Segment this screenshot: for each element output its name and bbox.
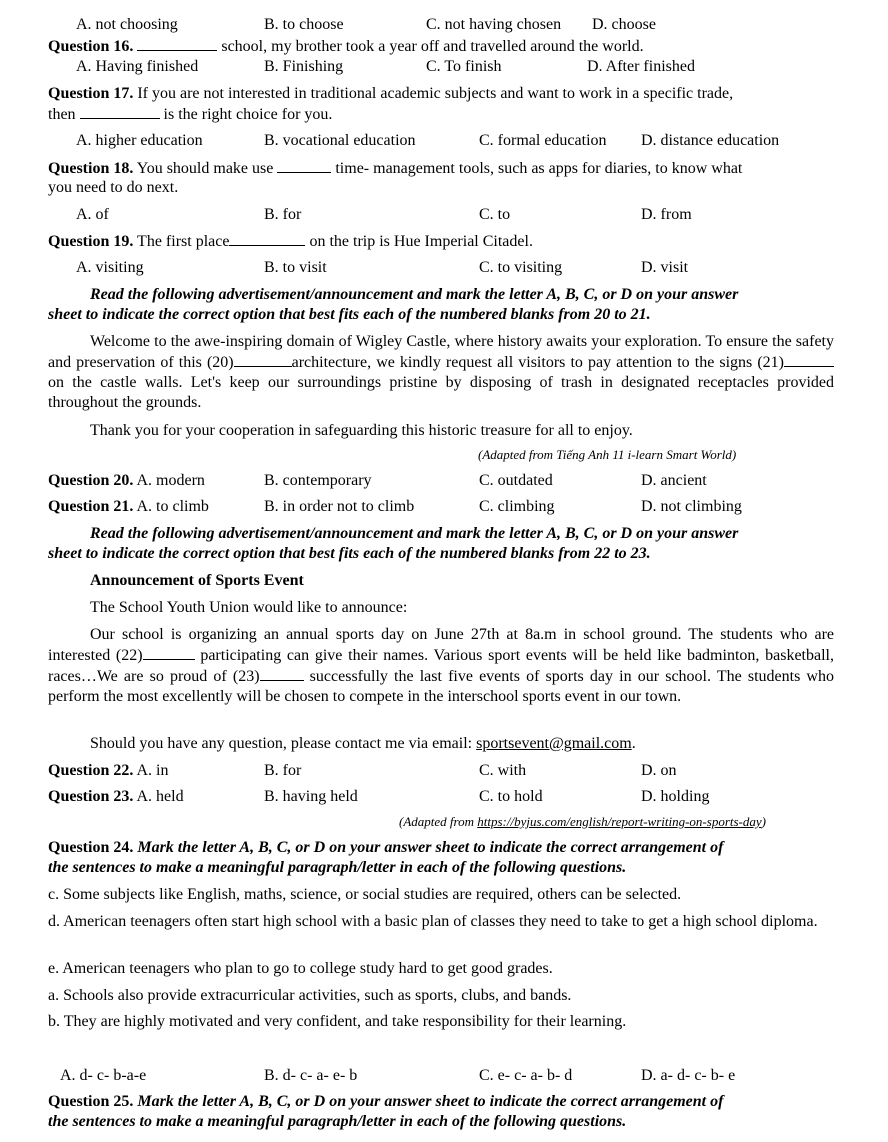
sports-passage-part1: Our school is organizing an annual sports day on June 27th at 8a.m in school ground. The students who are interested (22)	[48, 626, 834, 664]
q18-option-a: A. of	[76, 206, 109, 223]
q19-text-a: The first place	[133, 233, 230, 250]
source-prefix: (Adapted from	[399, 814, 478, 829]
q17-stem-line1	[48, 84, 733, 104]
q17-text-line2a: then	[48, 106, 80, 123]
answer-blank-20	[234, 352, 292, 367]
q22-option-d: D. on	[641, 762, 677, 779]
q18-option-b: B. for	[264, 206, 302, 223]
q24-option-b: B. d- c- a- e- b	[264, 1067, 358, 1084]
q21-row	[48, 497, 209, 517]
announcement-title: Announcement of Sports Event	[90, 572, 304, 589]
contact-line	[90, 734, 636, 754]
q17-option-c: C. formal education	[479, 132, 607, 149]
answer-blank-22	[143, 645, 195, 660]
castle-passage-part2: architecture, we kindly request all visitors to pay attention to the signs (21)	[291, 354, 785, 371]
castle-passage-part3: on the castle walls. Let's keep our surroundings pristine by disposing of trash in designated receptacles provided throughout the grounds.	[48, 374, 834, 411]
q24-option-d: D. a- d- c- b- e	[641, 1067, 736, 1084]
q18-option-c: C. to	[479, 206, 511, 223]
sports-passage-part3: successfully the last five events of sports day in our school. The students who perform the most excellently will be chosen to compete in the interschool sports event in our town.	[48, 668, 834, 705]
announcement-intro: The School Youth Union would like to announce:	[90, 599, 408, 616]
q18-text-line1b: time- management tools, such as apps for diaries, to know what	[331, 160, 743, 177]
q23-option-c: C. to hold	[479, 788, 543, 805]
answer-blank	[229, 231, 305, 246]
q18-label: Question 18.	[48, 160, 134, 177]
q19-label: Question 19.	[48, 233, 134, 250]
q25-label: Question 25.	[48, 1093, 134, 1110]
q23-option-d: D. holding	[641, 788, 710, 805]
q17-option-a: A. higher education	[76, 132, 203, 149]
email-link[interactable]: sportsevent@gmail.com	[476, 735, 632, 752]
q19-option-c: C. to visiting	[479, 259, 563, 276]
q21-option-b: B. in order not to climb	[264, 498, 415, 515]
q24-sentence-e: e. American teenagers who plan to go to college study hard to get good grades.	[48, 960, 553, 977]
castle-passage	[48, 332, 834, 413]
sports-passage	[48, 625, 834, 707]
source-link[interactable]: https://byjus.com/english/report-writing-on-sports-day	[477, 814, 762, 829]
q16-label: Question 16.	[48, 38, 134, 55]
q19-stem	[48, 231, 533, 252]
q20-option-d: D. ancient	[641, 472, 707, 489]
q23-option-a: A. held	[133, 788, 184, 805]
q22-option-c: C. with	[479, 762, 527, 779]
q16-stem	[48, 36, 644, 57]
q25-instruction-line2: the sentences to make a meaningful paragraph/letter in each of the following questions.	[48, 1113, 627, 1130]
answer-blank-21	[784, 352, 834, 367]
q21-option-a: A. to climb	[133, 498, 209, 515]
q22-label: Question 22.	[48, 762, 134, 779]
q21-option-c: C. climbing	[479, 498, 555, 515]
q25-instruction-text1: Mark the letter A, B, C, or D on your answer sheet to indicate the correct arrangement of	[133, 1093, 724, 1110]
instruction-20-21-line2: sheet to indicate the correct option that best fits each of the numbered blanks from 20 to 21.	[48, 306, 651, 323]
q23-option-b: B. having held	[264, 788, 358, 805]
sports-passage-part2: participating can give their names. Various sport events will be held like badminton, basketball, races…We are so proud of (23)	[48, 647, 834, 685]
q16-text: school, my brother took a year off and travelled around the world.	[217, 38, 644, 55]
q16-option-d: D. After finished	[587, 58, 695, 75]
answer-blank	[137, 36, 217, 51]
q17-text-line2b: is the right choice for you.	[159, 106, 333, 123]
q17-label: Question 17.	[48, 85, 134, 102]
q20-option-b: B. contemporary	[264, 472, 372, 489]
source-suffix: )	[761, 814, 766, 829]
q24-sentence-b: b. They are highly motivated and very confident, and take responsibility for their learning.	[48, 1013, 627, 1030]
q16-option-a: A. Having finished	[76, 58, 199, 75]
instruction-20-21-line1: Read the following advertisement/announcement and mark the letter A, B, C, or D on your answer	[90, 286, 739, 303]
q22-row	[48, 761, 168, 781]
q25-instruction-line1	[48, 1092, 723, 1112]
instruction-22-23-line2: sheet to indicate the correct option that best fits each of the numbered blanks from 22 to 23.	[48, 545, 651, 562]
answer-blank	[80, 104, 160, 119]
q20-row	[48, 471, 205, 491]
q24-sentence-a: a. Schools also provide extracurricular activities, such as sports, clubs, and bands.	[48, 987, 572, 1004]
contact-text: Should you have any question, please contact me via email:	[90, 735, 477, 752]
q23-label: Question 23.	[48, 788, 134, 805]
q17-stem-line2	[48, 104, 332, 125]
q15-option-c: C. not having chosen	[426, 16, 562, 33]
q23-row	[48, 787, 184, 807]
q21-option-d: D. not climbing	[641, 498, 742, 515]
q20-option-a: A. modern	[133, 472, 205, 489]
q24-instruction-line2: the sentences to make a meaningful paragraph/letter in each of the following questions.	[48, 859, 627, 876]
q16-option-b: B. Finishing	[264, 58, 344, 75]
q24-sentence-c: c. Some subjects like English, maths, science, or social studies are required, others can be selected.	[48, 886, 682, 903]
q16-option-c: C. To finish	[426, 58, 502, 75]
q17-text-line1: If you are not interested in traditional academic subjects and want to work in a specific trade,	[133, 85, 734, 102]
q24-sentence-d: d. American teenagers often start high school with a basic plan of classes they need to take to get a high school diploma.	[48, 913, 818, 930]
contact-dot: .	[631, 735, 636, 752]
q24-label: Question 24.	[48, 839, 134, 856]
answer-blank-23	[260, 666, 304, 681]
q22-option-b: B. for	[264, 762, 302, 779]
q15-option-a: A. not choosing	[76, 16, 178, 33]
q19-text-b: on the trip is Hue Imperial Citadel.	[305, 233, 533, 250]
q18-text-line1a: You should make use	[133, 160, 278, 177]
q18-stem-line2: you need to do next.	[48, 179, 179, 196]
q17-option-d: D. distance education	[641, 132, 780, 149]
q19-option-b: B. to visit	[264, 259, 327, 276]
q20-label: Question 20.	[48, 472, 134, 489]
q24-instruction-text1: Mark the letter A, B, C, or D on your answer sheet to indicate the correct arrangement of	[133, 839, 724, 856]
q24-instruction-line1	[48, 838, 723, 858]
q21-label: Question 21.	[48, 498, 134, 515]
castle-thanks: Thank you for your cooperation in safeguarding this historic treasure for all to enjoy.	[90, 422, 633, 439]
q17-option-b: B. vocational education	[264, 132, 416, 149]
q20-option-c: C. outdated	[479, 472, 553, 489]
q18-option-d: D. from	[641, 206, 692, 223]
q19-option-a: A. visiting	[76, 259, 144, 276]
q18-stem-line1	[48, 158, 742, 179]
q15-option-b: B. to choose	[264, 16, 344, 33]
q22-option-a: A. in	[133, 762, 169, 779]
q15-option-d: D. choose	[592, 16, 656, 33]
q24-option-c: C. e- c- a- b- d	[479, 1067, 573, 1084]
answer-blank	[277, 158, 331, 173]
q19-option-d: D. visit	[641, 259, 689, 276]
q24-option-a: A. d- c- b-a-e	[60, 1067, 147, 1084]
castle-source: (Adapted from Tiếng Anh 11 i-learn Smart World)	[478, 447, 737, 462]
sports-source	[399, 812, 766, 832]
instruction-22-23-line1: Read the following advertisement/announcement and mark the letter A, B, C, or D on your answer	[90, 525, 739, 542]
castle-passage-part1: Welcome to the awe-inspiring domain of Wigley Castle, where history awaits your exploration. To ensure the safety and preservation of this (20)	[48, 333, 834, 371]
